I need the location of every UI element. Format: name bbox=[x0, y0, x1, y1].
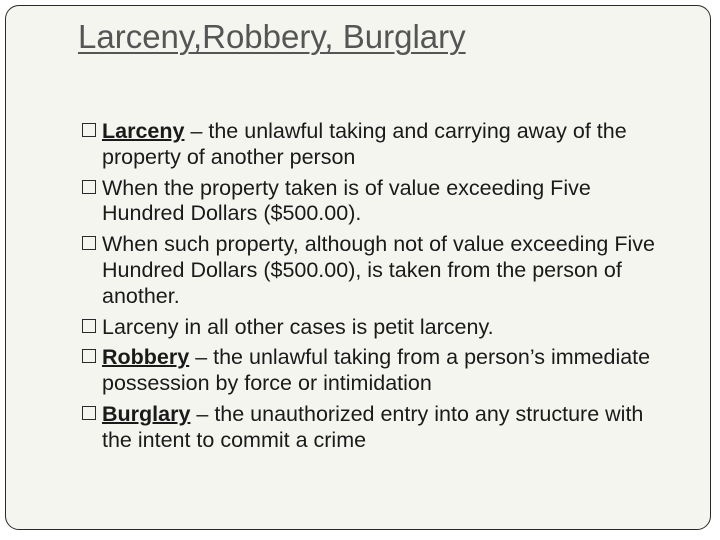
bullet-text-taken-from-person: When such property, although not of value exceeding Five Hundred Dollars ($500.00), is taken from the person of another. bbox=[102, 232, 655, 308]
square-bullet-icon bbox=[82, 349, 96, 363]
bullet-text-petit-larceny: Larceny in all other cases is petit larceny. bbox=[102, 314, 494, 339]
bullet-item-robbery bbox=[82, 345, 672, 397]
term-burglary: Burglary bbox=[102, 401, 191, 426]
bullet-text-burglary: – the unauthorized entry into any structure with the intent to commit a crime bbox=[102, 401, 644, 452]
square-bullet-icon bbox=[82, 319, 96, 333]
bullet-text-robbery: – the unlawful taking from a person’s immediate possession by force or intimidation bbox=[102, 345, 651, 396]
square-bullet-icon bbox=[82, 236, 96, 250]
term-robbery: Robbery bbox=[102, 345, 190, 370]
square-bullet-icon bbox=[82, 406, 96, 420]
square-bullet-icon bbox=[82, 180, 96, 194]
square-bullet-icon bbox=[82, 123, 96, 137]
bullet-item-burglary bbox=[82, 402, 672, 454]
bullet-item-larceny bbox=[82, 119, 672, 171]
bullet-text-larceny: – the unlawful taking and carrying away of the property of another person bbox=[102, 119, 627, 169]
term-larceny: Larceny bbox=[102, 119, 185, 143]
slide-title: Larceny,Robbery, Burglary bbox=[78, 18, 466, 55]
bullet-item-taken-from-person bbox=[82, 232, 672, 309]
bullet-text-value-exceeding: When the property taken is of value exceeding Five Hundred Dollars ($500.00). bbox=[102, 175, 591, 226]
bullet-item-petit-larceny bbox=[82, 315, 672, 341]
bullet-list bbox=[82, 119, 672, 459]
bullet-item-value-exceeding bbox=[82, 176, 672, 228]
